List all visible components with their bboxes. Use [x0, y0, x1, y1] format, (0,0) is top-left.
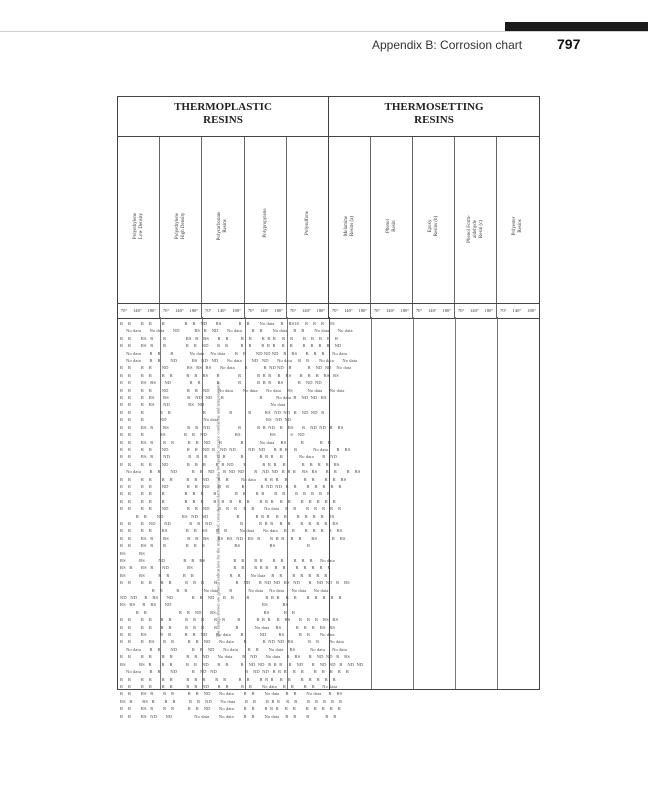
table-row: R R ND RS ND ND R R R R R R R R R R RS	[120, 513, 335, 519]
column-header: Polyester Resins	[512, 216, 523, 236]
group-header-thermosetting: THERMOSETTING RESINS	[329, 97, 539, 137]
table-row: RS RS R RS ND RS RS	[120, 602, 289, 608]
temp-cell: 70° 140° 180°	[371, 304, 413, 318]
table-row: R R R RS ND RS ND No data	[120, 402, 286, 408]
table-row: RS RS	[120, 550, 145, 556]
table-row: ND ND R RS ND R R ND R R R R R R R R R R R R R	[120, 595, 342, 601]
table-row: R R RS R R R R R ND No data R R No data R R No data R RS	[120, 691, 343, 697]
table-row: R R R R R R R R R R R ND R ND ND RS ND R ND ND R RS	[120, 580, 350, 586]
table-row: RS R RS R ND RS R R R R R R R R R R R R	[120, 565, 331, 571]
table-row: R R R R R R R R R R R R R R R R R R R R R R R	[120, 676, 336, 682]
column-header: Polysulfone	[287, 137, 329, 303]
temp-cell: 70° 140° 180°	[500, 308, 536, 313]
table-row: R R R R RS R R RS R R No data No data R R R R R R RS	[120, 528, 343, 534]
table-row: R R RS R R R R ND R R R R R R R R R R R R R ND	[120, 343, 342, 349]
table-row: R R R R R R R R RS ND ND R ND ND R	[120, 409, 325, 415]
table-row: R R RS R R R R ND No data R ND RS R R No data	[120, 632, 335, 638]
column-header: Epoxy Resins (b)	[413, 137, 455, 303]
table-row: R R RS RS ND R R R R R R R RS R ND ND	[120, 380, 322, 386]
temp-cell: 70° 140° 180°	[287, 304, 329, 318]
table-row: R R R RS RS R ND ND R R No data R ND ND RS	[120, 395, 327, 401]
table-row: R R R R R R R R ND R R R R No data R R R R No data	[120, 683, 338, 689]
table-row: R R R R ND R R ND R R R R R No data R R R R R R R	[120, 506, 342, 512]
column-header: Polypropylene	[245, 137, 287, 303]
table-row: R R RS R R R R R RS RS R	[120, 543, 311, 549]
table-row: RS RS R R R R R R No data R R R R R R R	[120, 572, 328, 578]
table-row: R R R R No data R No data No data No data No data	[120, 587, 329, 593]
column-header: Polyethylene Low Density	[118, 137, 160, 303]
table-row: R R RS R R R R R ND R R No data RS R R R	[120, 439, 332, 445]
temp-cell: 70° 140° 180°	[202, 304, 245, 318]
table-row: R R R R R R R ND RS R R No data R RS18 R R R RS	[120, 321, 335, 326]
column-header: Polycarbonate Resins	[202, 137, 245, 303]
table-row: R R R R R R R R R R R R R R R R R R R R	[120, 491, 331, 497]
table-row: R R R R R R R R R R R R R R R R R R R R R R R	[120, 498, 336, 504]
table-row: R R R RS R R ND RS RS S ND	[120, 432, 305, 438]
table-row: R R R R R R R R ND No data R ND No data R RS R ND ND R RS	[120, 654, 351, 660]
table-row: No data R R ND R R ND R ND ND R ND ND R R R RS RS R R R RS	[120, 469, 361, 475]
table-row: R R R R R R R R RS R R R R R R RS R R R RS RS	[120, 372, 339, 378]
column-header: Polyethylene High Density	[160, 137, 202, 303]
table-row: No data R R ND R R ND No data R R No data RS No data No data	[120, 646, 347, 652]
table-row: R R RS R ND R R R R R R R R R R No data R ND	[120, 454, 337, 460]
table-row: RS R RS R R R R R ND No data R R R R R R R R R R R R	[120, 698, 343, 704]
corrosion-table	[117, 96, 540, 719]
table-row: No data No data ND RS R ND No data R R No data R R No data No data	[120, 328, 353, 334]
table-row: R R R ND ND R R ND R R R R R R R R R R RS	[120, 520, 339, 526]
temp-cell: 70° 140° 180°	[245, 304, 287, 318]
table-row: R R R R ND R R R R R ND R R R R R R R R R RS	[120, 461, 340, 467]
column-header: Phenol Resin	[371, 137, 413, 303]
table-row: No data R R R No data No data R R ND ND ND R RS R R R No data	[120, 350, 347, 356]
table-body	[120, 320, 537, 719]
temp-cell: 70° 140° 180°	[160, 304, 202, 318]
temp-cell: 70° 140° 180°	[455, 304, 497, 318]
table-row: R R R R ND R R ND R ND ND ND ND R R R R No data R RS	[120, 446, 351, 452]
column-header: Melamine Resins (a)	[329, 137, 371, 303]
temp-cell: 70° 140° 180°	[118, 304, 160, 318]
table-row: R R RS ND ND No data No data R R No data R R R R R	[120, 713, 337, 719]
table-row: RS RS ND R R RS R R R R R R R R R No data	[120, 558, 335, 563]
table-row: No data R R ND R ND ND R ND ND R R R R R R R R R R	[120, 669, 349, 675]
table-row: R R R R R R R R R R R R R R R R RS R R R RS RS	[120, 617, 339, 623]
table-row: R R R R R R R R ND R R No data R R R R R R R R RS	[120, 476, 347, 482]
section-title: Appendix B: Corrosion chart	[372, 38, 523, 52]
table-row: R R RS R RS R R ND R R R ND R RS R ND ND R RS	[120, 424, 344, 430]
table-row: R R RS R RS R R RS RS RS ND RS R R R R R R RS R RS	[120, 535, 346, 541]
footnote-vertical: The ratings shown are general indications for the resins listed; consult manufacturers' data for specific service conditions and temperatures.	[215, 381, 221, 638]
column-header: Phenol Form- aldehyde Resin (c)	[455, 137, 497, 303]
table-row: R R R R ND RS RS R R	[120, 609, 296, 615]
table-row: R R R ND No data RS ND ND	[120, 417, 292, 423]
table-row: RS RS R R R R R ND R R R ND ND R R R R ND R ND ND R ND ND	[120, 661, 364, 667]
header-rule	[0, 31, 648, 32]
temp-cell: 70° 140° 180°	[413, 304, 455, 318]
table-row: R R R R ND R R ND R R R R ND ND R R R R R R R	[120, 483, 342, 489]
table-row: R R R R R R R R R R R No data RS R R R RS RS	[120, 624, 336, 630]
temp-cell: 70° 140° 180°	[329, 304, 371, 318]
table-row: R R R RS R R R R ND No data R R ND ND RS R R No data	[120, 639, 344, 645]
table-row: R R RS R R RS R RS R R R R R R R R R R R R R R	[120, 335, 339, 341]
table-row: R R RS R R R R R ND No data R R R R R R R R R R R R	[120, 706, 341, 712]
group-header-thermoplastic: THERMOPLASTIC RESINS	[118, 97, 329, 137]
table-row: R R R R ND R R ND No data No data No data RS No data No data	[120, 387, 345, 393]
table-row: No data R R ND RS ND ND No data ND ND No data R R No data No data	[120, 358, 358, 364]
table-row: R R R R ND RS RS RS No data R R ND ND R R ND ND No data	[120, 365, 352, 371]
page-number: 797	[557, 36, 581, 52]
